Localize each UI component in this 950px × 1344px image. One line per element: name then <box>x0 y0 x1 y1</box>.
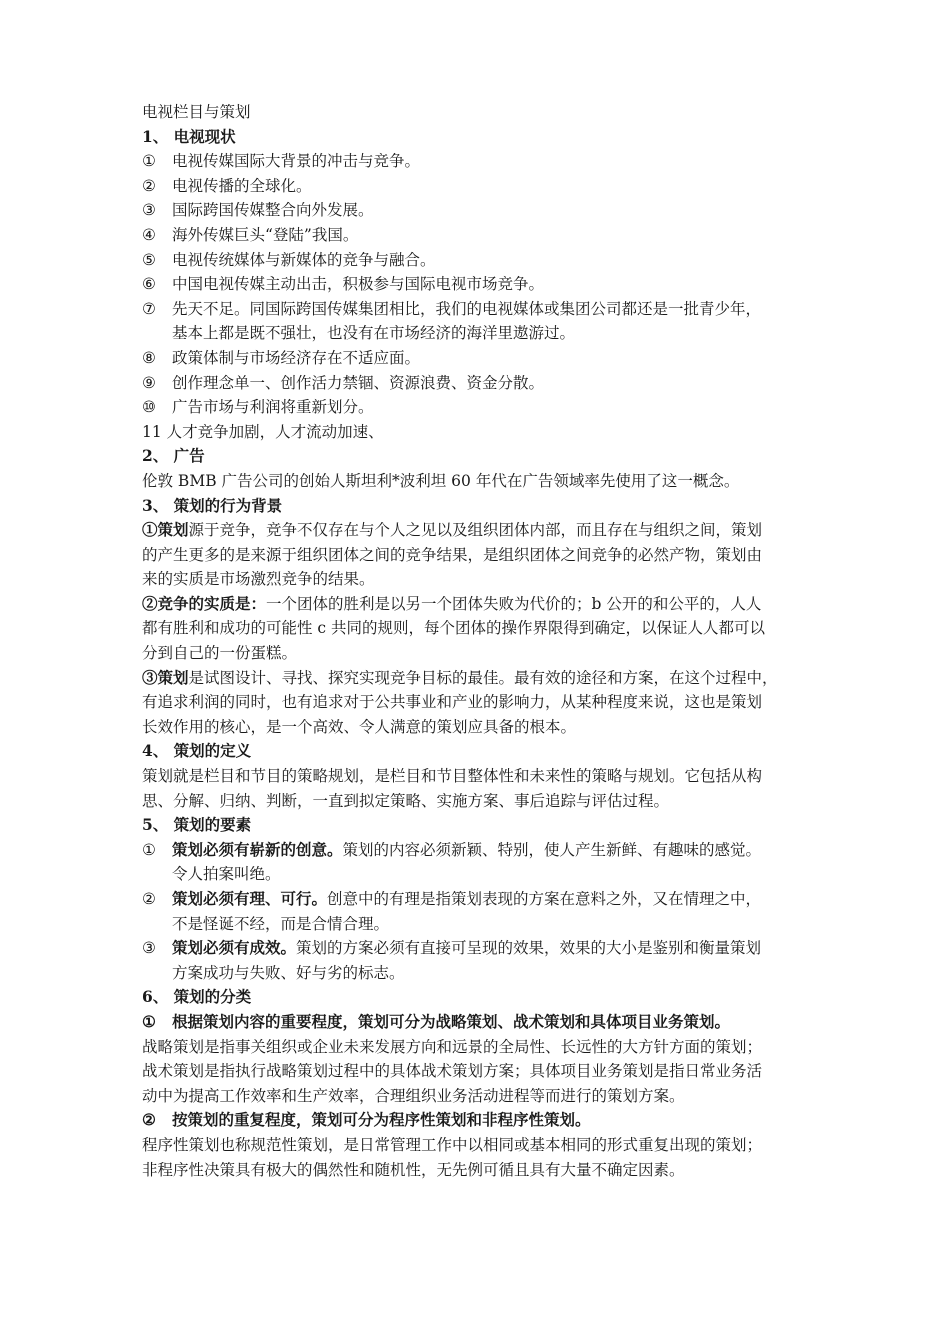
paragraph-line: 来的实质是市场激烈竞争的结果。 <box>142 570 375 589</box>
item-text: 国际跨国传媒整合向外发展。 <box>172 201 374 220</box>
subsection-heading-text: 按策划的重复程度，策划可分为程序性策划和非程序性策划。 <box>172 1110 591 1130</box>
paragraph-line: 非程序性决策具有极大的偶然性和随机性，无先例可循且具有大量不确定因素。 <box>142 1160 685 1179</box>
subsection-heading <box>142 1010 810 1035</box>
item-text: 中国电视传媒主动出击，积极参与国际电视市场竞争。 <box>172 275 545 294</box>
paragraph <box>142 592 810 666</box>
item-text: 创意中的有理是指策划表现的方案在意料之外，又在情理之中， <box>327 890 762 908</box>
document-body <box>142 100 810 1182</box>
paragraph-line: 动中为提高工作效率和生产效率，合理组织业务活动进程等而进行的策划方案。 <box>142 1086 685 1105</box>
item-text: 电视传统媒体与新媒体的竞争与融合。 <box>172 250 436 269</box>
item-number: ② <box>142 176 156 195</box>
paragraph-line: 都有胜利和成功的可能性 c 共同的规则，每个团体的操作界限得到确定，以保证人人都可以 <box>142 619 766 638</box>
paragraph-label: ①策划 <box>142 520 189 540</box>
item-text-line: 先天不足。同国际跨国传媒集团相比，我们的电视媒体或集团公司都还是一批青少年， <box>172 299 762 318</box>
paragraph-line: 思、分解、归纳、判断，一直到拟定策略、实施方案、事后追踪与评估过程。 <box>142 791 670 810</box>
item-text: 广告市场与利润将重新划分。 <box>172 398 374 417</box>
section-5-heading: 5、 策划的要素 <box>142 815 252 835</box>
list-item <box>142 223 810 248</box>
item-text-line: 方案成功与失败、好与劣的标志。 <box>172 963 405 982</box>
subsection-heading-text: 根据策划内容的重要程度，策划可分为战略策划、战术策划和具体项目业务策划。 <box>172 1011 731 1031</box>
item-number: ⑤ <box>142 250 156 269</box>
item-number: ② <box>142 1110 156 1130</box>
paragraph-text: 源于竞争，竞争不仅存在与个人之见以及组织团体内部，而且存在与组织之间，策划 <box>188 521 763 540</box>
paragraph-line: 策划就是栏目和节目的策略规划，是栏目和节目整体性和未来性的策略与规划。它包括从构 <box>142 767 763 786</box>
paragraph <box>142 518 810 592</box>
section-1-heading: 1、 电视现状 <box>142 126 236 146</box>
list-item <box>142 149 810 174</box>
paragraph-label: ②竞争的实质是： <box>142 593 267 613</box>
item-text-line: 令人拍案叫绝。 <box>172 865 281 884</box>
paragraph-label: ③策划 <box>142 667 189 687</box>
item-text: 政策体制与市场经济存在不适应面。 <box>172 348 421 367</box>
item-bold-text: 策划必须有理、可行。 <box>172 889 328 908</box>
item-number: ① <box>142 840 156 859</box>
paragraph-line: 分到自己的一份蛋糕。 <box>142 644 298 663</box>
item-number: ⑧ <box>142 348 156 367</box>
item-bold-text: 策划必须有成效。 <box>172 938 297 958</box>
item-number: ⑨ <box>142 373 156 392</box>
list-item <box>142 297 810 346</box>
paragraph <box>142 666 810 740</box>
item-text: 创作理念单一、创作活力禁锢、资源浪费、资金分散。 <box>172 373 545 392</box>
item-text: 电视传播的全球化。 <box>172 176 312 195</box>
list-item <box>142 395 810 420</box>
paragraph-text: 一个团体的胜利是以另一个团体失败为代价的；b 公开的和公平的，人人 <box>266 594 762 613</box>
paragraph-line: 的产生更多的是来源于组织团体之间的竞争结果，是组织团体之间竞争的必然产物，策划由 <box>142 545 763 564</box>
item-text-line: 不是怪诞不经，而是合情合理。 <box>172 914 390 933</box>
list-item <box>142 198 810 223</box>
item-bold-text: 策划必须有崭新的创意。 <box>172 839 343 859</box>
section-2-text: 伦敦 BMB 广告公司的创始人斯坦利*波利坦 60 年代在广告领域率先使用了这一概念。 <box>142 471 740 490</box>
section-2-heading: 2、 广告 <box>142 446 205 466</box>
item-number: ④ <box>142 225 156 244</box>
list-item <box>142 248 810 273</box>
item-number: ⑩ <box>142 398 156 417</box>
item-number: ① <box>142 152 156 171</box>
item-number: ③ <box>142 939 156 958</box>
list-item <box>142 371 810 396</box>
list-item <box>142 838 810 887</box>
item-text: 策划的方案必须有直接可呈现的效果，效果的大小是鉴别和衡量策划 <box>296 939 762 958</box>
document-title: 电视栏目与策划 <box>142 103 251 121</box>
item-text <box>172 297 810 346</box>
list-item-11: 11 人才竞争加剧，人才流动加速、 <box>142 422 384 441</box>
section-3-heading: 3、 策划的行为背景 <box>142 495 283 515</box>
list-item <box>142 936 810 985</box>
paragraph-line: 战略策划是指事关组织或企业未来发展方向和远景的全局性、长远性的大方针方面的策划； <box>142 1037 763 1056</box>
item-number: ① <box>142 1011 156 1031</box>
item-number: ② <box>142 890 156 908</box>
paragraph-line: 有追求利润的同时，也有追求对于公共事业和产业的影响力，从某种程度来说，这也是策划 <box>142 693 763 712</box>
item-text: 海外传媒巨头“登陆”我国。 <box>172 225 359 244</box>
section-6-heading: 6、 策划的分类 <box>142 987 252 1007</box>
paragraph-line: 战术策划是指执行战略策划过程中的具体战术策划方案；具体项目业务策划是指日常业务活 <box>142 1062 763 1081</box>
item-text: 策划的内容必须新颖、特别，使人产生新鲜、有趣味的感觉。 <box>342 840 762 859</box>
list-item <box>142 346 810 371</box>
list-item <box>142 174 810 199</box>
paragraph-text: 是试图设计、寻找、探究实现竞争目标的最佳。最有效的途径和方案，在这个过程中， <box>188 668 778 687</box>
subsection-heading <box>142 1108 810 1133</box>
item-text-line: 基本上都是既不强壮，也没有在市场经济的海洋里遨游过。 <box>172 324 576 343</box>
item-number: ③ <box>142 201 156 220</box>
section-4-heading: 4、 策划的定义 <box>142 741 252 761</box>
item-text: 电视传媒国际大背景的冲击与竞争。 <box>172 152 421 171</box>
paragraph-line: 长效作用的核心，是一个高效、令人满意的策划应具备的根本。 <box>142 717 577 736</box>
paragraph-line: 程序性策划也称规范性策划，是日常管理工作中以相同或基本相同的形式重复出现的策划； <box>142 1135 763 1154</box>
list-item <box>142 887 810 936</box>
item-number: ⑥ <box>142 275 156 294</box>
list-item <box>142 272 810 297</box>
item-number: ⑦ <box>142 299 156 318</box>
